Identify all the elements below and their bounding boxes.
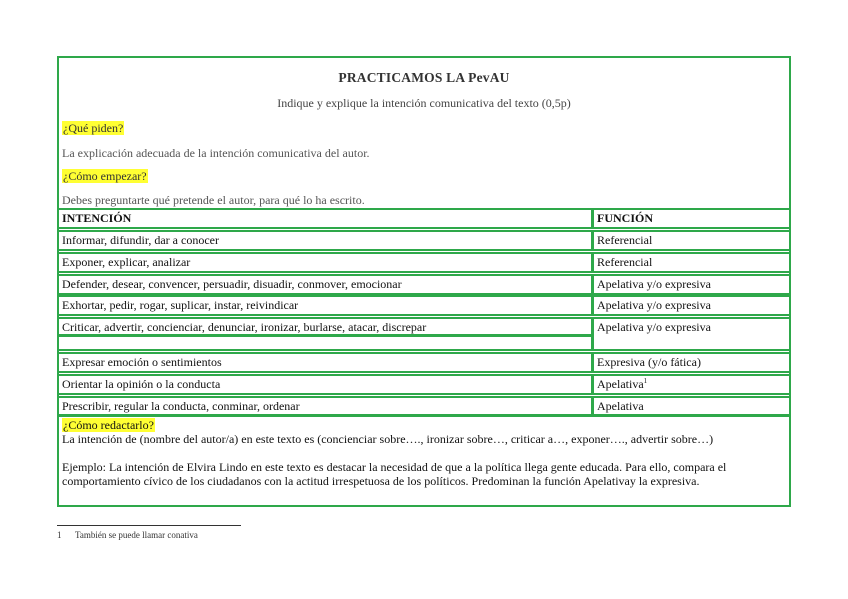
table-row-intencion: Defender, desear, convencer, persuadir, disuadir, conmover, emocionar [57,274,593,295]
table-row-intencion: Informar, difundir, dar a conocer [57,230,593,251]
table-row-funcion: Apelativa y/o expresiva [592,295,791,316]
como-empezar-label [62,169,148,184]
table-row-empty [57,335,593,351]
table-row-intencion: Criticar, advertir, concienciar, denunciar, ironizar, burlarse, atacar, discrepar [57,317,593,336]
page-subtitle: Indique y explique la intención comunicativa del texto (0,5p) [277,96,571,110]
footnote-text: También se puede llamar conativa [75,530,198,540]
funcion-text: Apelativa [597,377,644,391]
como-empezar-text: Debes preguntarte qué pretende el autor, para qué lo ha escrito. [62,193,365,207]
redactar-formula: La intención de (nombre del autor/a) en este texto es (concienciar sobre…., ironizar sobre…, criticar a…, exponer…., advertir sobre…) [62,432,714,446]
como-redactarlo-box [57,415,791,507]
table-row-intencion: Exhortar, pedir, rogar, suplicar, instar, reivindicar [57,295,593,316]
table-row-funcion: Referencial [592,230,791,251]
table-row-intencion: Expresar emoción o sentimientos [57,352,593,373]
como-empezar-highlight: ¿Cómo empezar? [63,169,147,183]
header-funcion: FUNCIÓN [592,208,791,229]
table-row-funcion: Referencial [592,252,791,273]
que-piden-text: La explicación adecuada de la intención comunicativa del autor. [62,146,370,160]
footnote-ref[interactable]: 1 [643,377,648,385]
footnote [57,530,198,540]
que-piden-highlight: ¿Qué piden? [63,121,124,135]
que-piden-label [62,121,124,136]
table-row-funcion: Apelativa y/o expresiva [592,317,791,351]
table-row-intencion: Orientar la opinión o la conducta [57,374,593,395]
table-row-intencion: Exponer, explicar, analizar [57,252,593,273]
table-row-intencion: Prescribir, regular la conducta, conminar, ordenar [57,396,593,416]
table-row-funcion: Apelativa [592,396,791,416]
redactar-example: Ejemplo: La intención de Elvira Lindo en este texto es destacar la necesidad de que a la política llega gente educada. Para ello, compara el comportamiento cívico de los ciudadanos con la actitud irrespetuosa de los políticos. Predominan la función Apelativay la expresiva. [62,460,727,488]
page-title: PRACTICAMOS LA PevAU [338,70,510,85]
como-redactarlo-label: ¿Cómo redactarlo? [63,418,154,432]
footnote-number: 1 [57,530,62,540]
table-row-funcion: Apelativa y/o expresiva [592,274,791,295]
table-row-funcion [592,374,791,395]
footnote-divider [57,525,241,526]
header-intencion: INTENCIÓN [57,208,593,229]
table-row-funcion: Expresiva (y/o fática) [592,352,791,373]
